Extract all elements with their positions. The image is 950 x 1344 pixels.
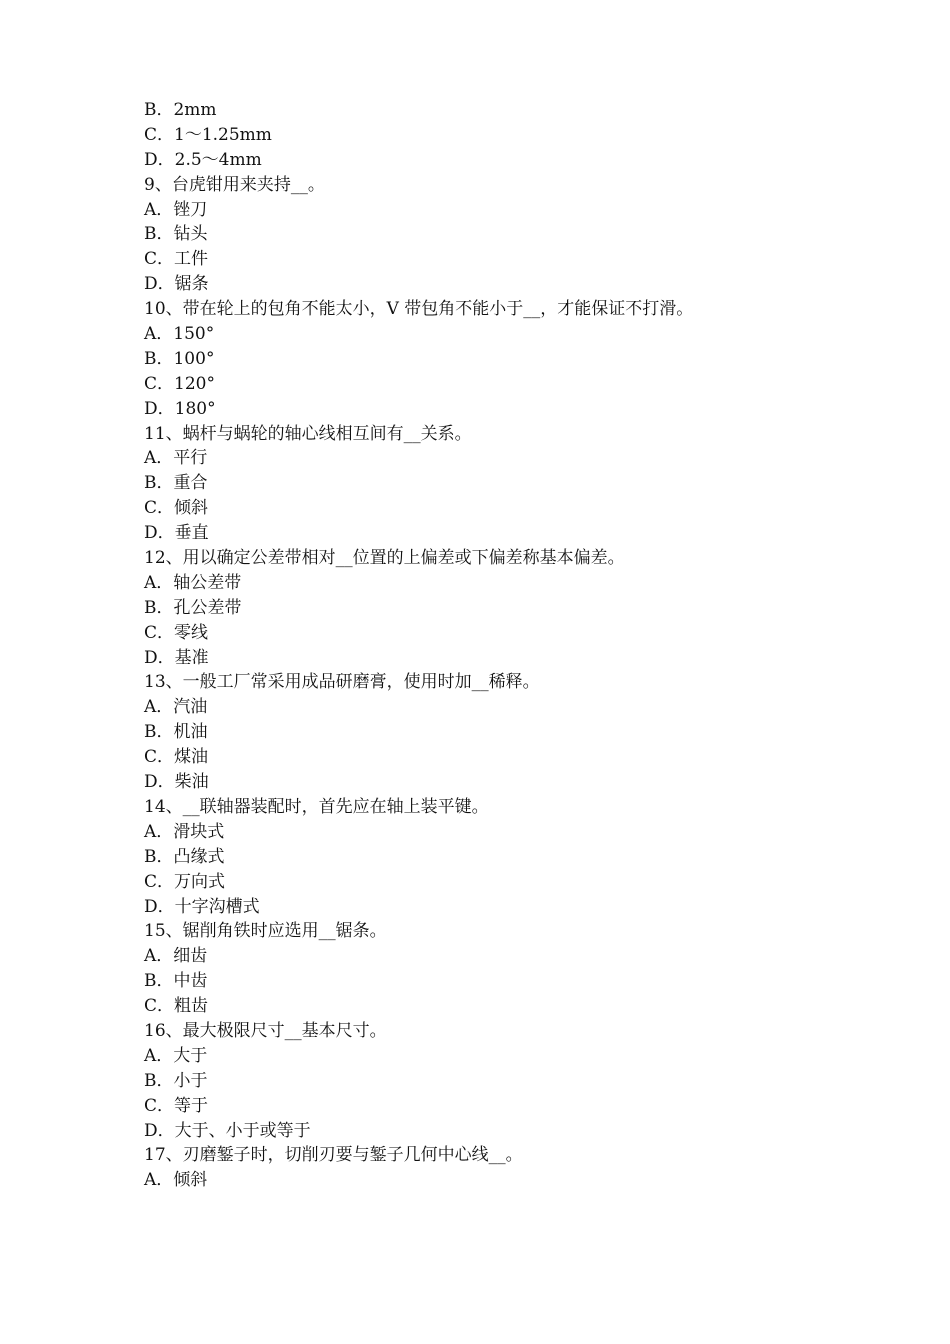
option-line: A．轴公差带 <box>144 572 242 593</box>
option-line: A．平行 <box>144 448 208 469</box>
option-line: D．锯条 <box>144 274 209 295</box>
question-line: 12、用以确定公差带相对__位置的上偏差或下偏差称基本偏差。 <box>144 548 625 569</box>
option-line: B．凸缘式 <box>144 846 225 867</box>
option-line: A．150° <box>144 324 215 345</box>
option-line: B．100° <box>144 348 215 369</box>
option-line: B．孔公差带 <box>144 597 242 618</box>
option-line: C．零线 <box>144 622 209 643</box>
option-line: A．汽油 <box>144 697 208 718</box>
option-line: C．1～1.25mm <box>144 124 272 145</box>
option-line: B．重合 <box>144 473 208 494</box>
option-line: A．细齿 <box>144 946 208 967</box>
option-line: D．180° <box>144 398 216 419</box>
option-line: A．倾斜 <box>144 1170 208 1191</box>
option-line: D．十字沟槽式 <box>144 896 260 917</box>
question-line: 16、最大极限尺寸__基本尺寸。 <box>144 1020 387 1041</box>
option-line: A．大于 <box>144 1045 208 1066</box>
question-line: 14、__联轴器装配时，首先应在轴上装平键。 <box>144 796 489 817</box>
option-line: B．2mm <box>144 100 217 120</box>
option-line: C．工件 <box>144 249 209 270</box>
option-line: D．2.5～4mm <box>144 149 262 170</box>
question-line: 13、一般工厂常采用成品研磨膏，使用时加__稀释。 <box>144 672 540 693</box>
question-line: 9、台虎钳用来夹持__。 <box>144 174 325 195</box>
option-line: D．柴油 <box>144 772 209 793</box>
question-line: 17、刃磨錾子时，切削刃要与錾子几何中心线__。 <box>144 1145 523 1166</box>
option-line: B．钻头 <box>144 224 208 245</box>
option-line: C．粗齿 <box>144 996 209 1017</box>
option-line: C．煤油 <box>144 747 209 768</box>
option-line: D．基准 <box>144 647 209 668</box>
option-line: A．锉刀 <box>144 199 208 220</box>
option-line: D．垂直 <box>144 523 209 544</box>
option-line: B．中齿 <box>144 971 208 992</box>
option-line: B．机油 <box>144 722 208 743</box>
option-line: C．倾斜 <box>144 498 209 519</box>
option-line: C．120° <box>144 373 215 394</box>
option-line: B．小于 <box>144 1070 208 1091</box>
option-line: C．万向式 <box>144 871 226 892</box>
option-line: D．大于、小于或等于 <box>144 1120 311 1141</box>
document-page <box>144 98 844 1193</box>
option-line: A．滑块式 <box>144 821 225 842</box>
question-line: 11、蜗杆与蜗轮的轴心线相互间有__关系。 <box>144 423 472 444</box>
option-line: C．等于 <box>144 1095 209 1116</box>
question-line: 10、带在轮上的包角不能太小，V 带包角不能小于__，才能保证不打滑。 <box>144 299 694 320</box>
question-line: 15、锯削角铁时应选用__锯条。 <box>144 921 387 942</box>
